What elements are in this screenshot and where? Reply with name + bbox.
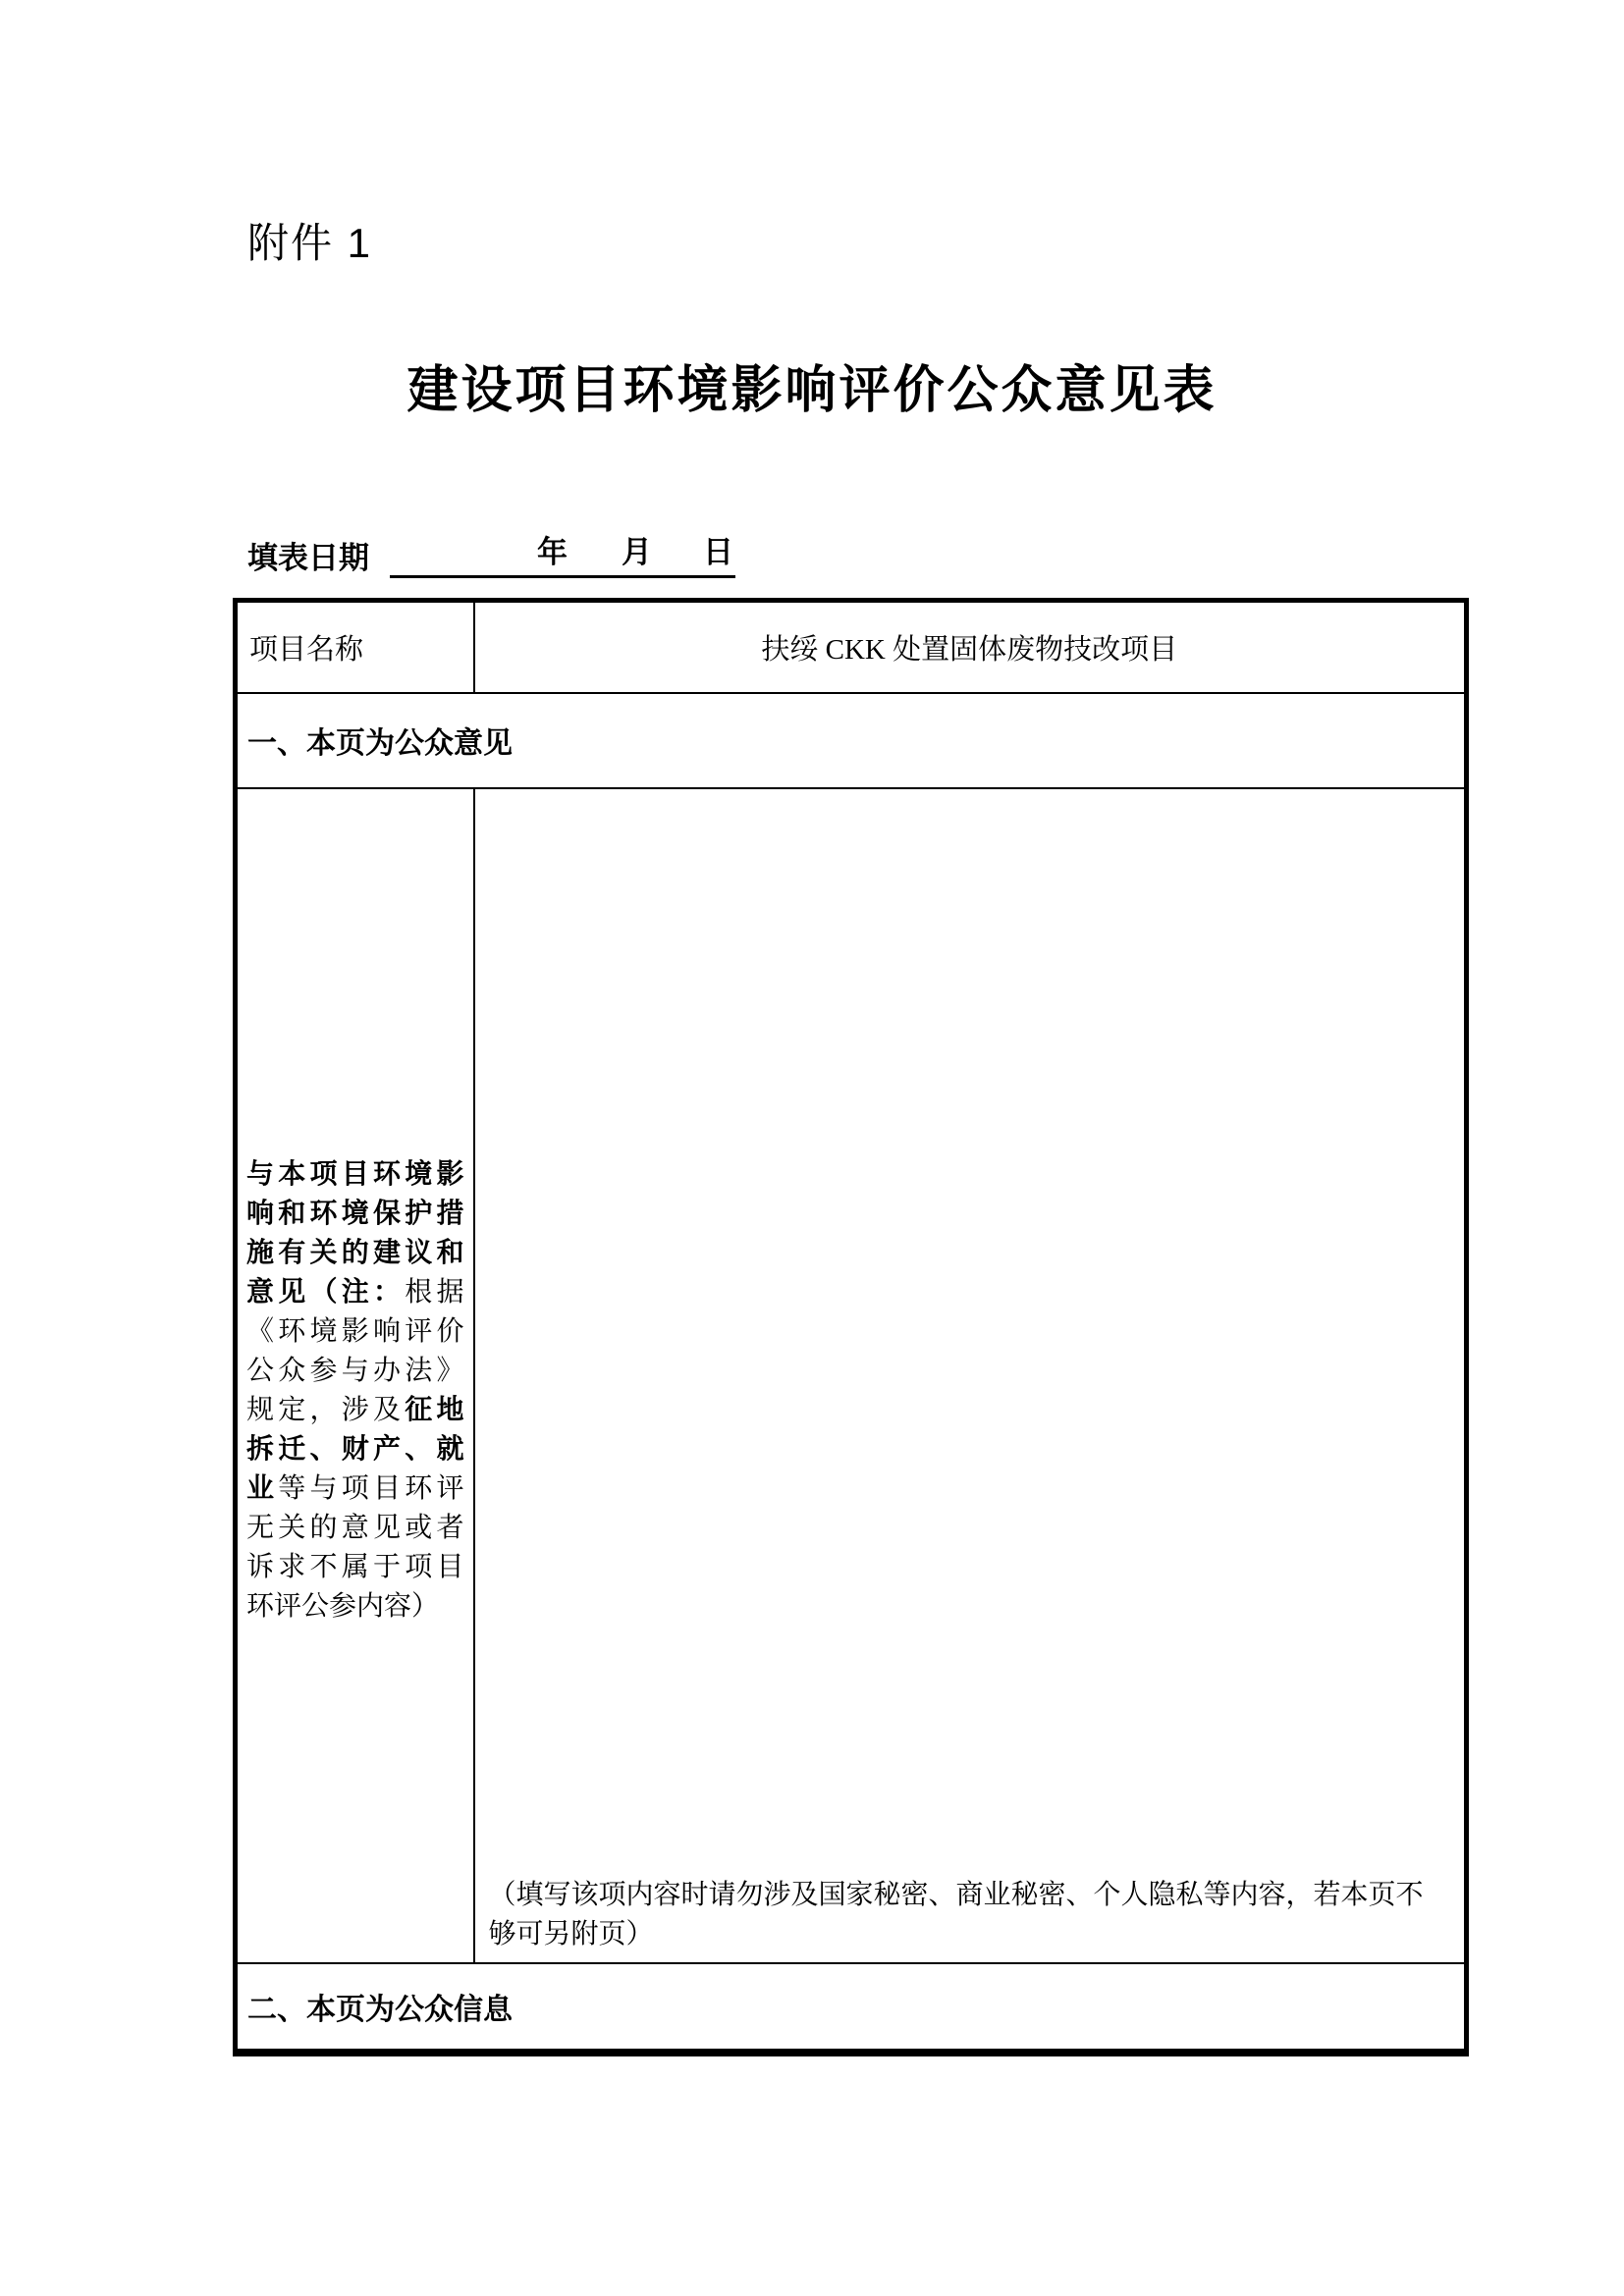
date-month-label: 月 [622, 535, 652, 569]
opinion-input-area[interactable] [474, 788, 1467, 1963]
attachment-label: 附件 1 [247, 220, 373, 266]
section2-heading: 二、本页为公众信息 [236, 1963, 1467, 2053]
date-label: 填表日期 [247, 541, 369, 575]
page-title: 建设项目环境影响评价公众意见表 [406, 362, 1218, 419]
project-name-label: 项目名称 [236, 601, 474, 693]
form-table [233, 598, 1469, 2056]
opinion-label [236, 788, 474, 1963]
opinion-row [236, 788, 1467, 1963]
opinion-note: （填写该项内容时请勿涉及国家秘密、商业秘密、个人隐私等内容，若本页不够可另附页） [488, 1879, 1424, 1949]
section1-heading: 一、本页为公众意见 [236, 693, 1467, 788]
date-blank-field[interactable] [390, 533, 735, 578]
section2-row [236, 1963, 1467, 2053]
date-row [247, 533, 735, 578]
date-year-label: 年 [537, 535, 568, 569]
project-name-row [236, 601, 1467, 693]
section1-row [236, 693, 1467, 788]
project-name-value: 扶绥 CKK 处置固体废物技改项目 [474, 601, 1467, 693]
opinion-label-text: 与本项目环境影响和环境保护措施有关的建议和意见（注：根据《环境影响评价公众参与办法》规定，涉及征地拆迁、财产、就业等与项目环评无关的意见或者诉求不属于项目环评公参内容） [246, 1159, 464, 1622]
date-day-label: 日 [703, 535, 733, 569]
